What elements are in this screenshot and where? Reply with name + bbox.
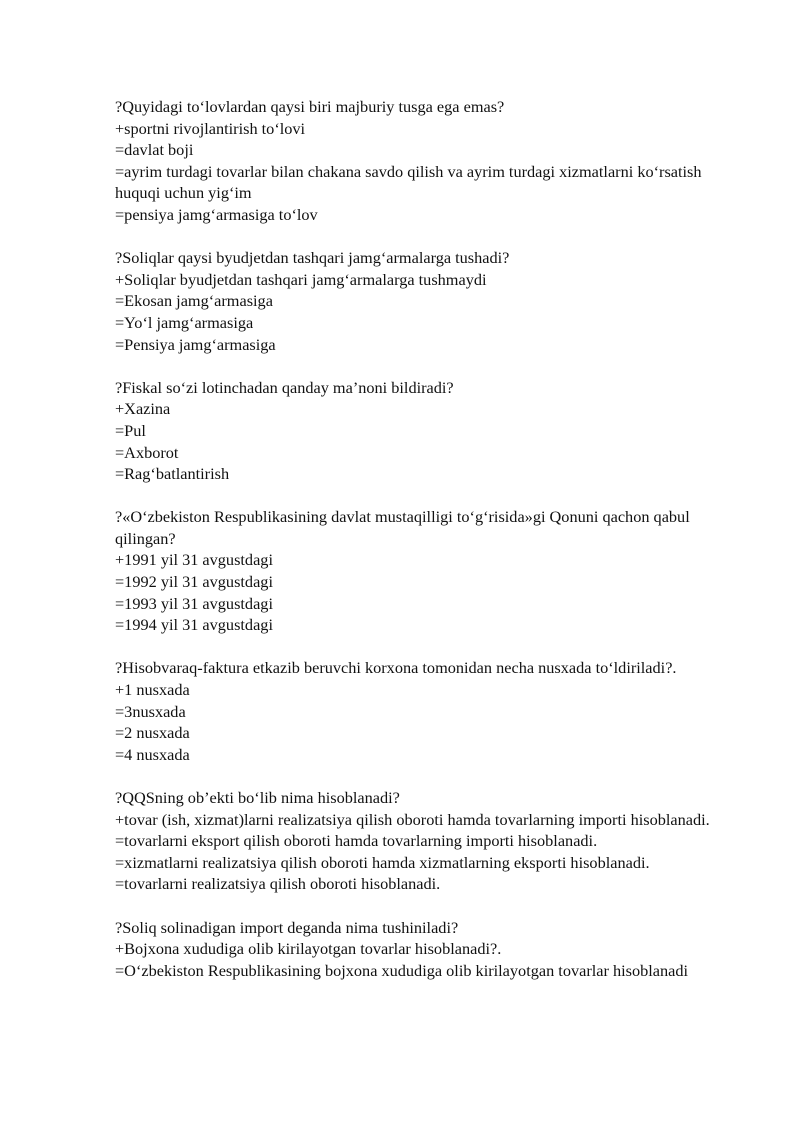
answer-option: =xizmatlarni realizatsiya qilish oboroti hamda xizmatlarning eksporti hisoblanadi. bbox=[115, 852, 650, 872]
answer-option: +Xazina bbox=[115, 399, 171, 419]
question-text: ?Soliqlar qaysi byudjetdan tashqari jamg‘armalarga tushadi? bbox=[115, 248, 510, 268]
document-page bbox=[115, 96, 745, 1003]
answer-option: +sportni rivojlantirish to‘lovi bbox=[115, 118, 306, 138]
answer-option: +1 nusxada bbox=[115, 680, 190, 700]
answer-option: =1993 yil 31 avgustdagi bbox=[115, 593, 273, 613]
answer-option: =Pul bbox=[115, 420, 146, 440]
answer-option: =Rag‘batlantirish bbox=[115, 464, 230, 484]
answer-option: =4 nusxada bbox=[115, 744, 190, 764]
question-block bbox=[115, 377, 745, 485]
question-block bbox=[115, 247, 745, 355]
answer-option: =tovarlarni realizatsiya qilish oboroti hisoblanadi. bbox=[115, 874, 441, 894]
question-block bbox=[115, 96, 745, 226]
question-block bbox=[115, 506, 745, 636]
answer-option: +1991 yil 31 avgustdagi bbox=[115, 550, 273, 570]
question-block bbox=[115, 657, 745, 765]
answer-option: =pensiya jamg‘armasiga to‘lov bbox=[115, 204, 318, 224]
question-block bbox=[115, 787, 745, 895]
question-text: ?Fiskal so‘zi lotinchadan qanday ma’noni bildiradi? bbox=[115, 377, 454, 397]
answer-option: =1994 yil 31 avgustdagi bbox=[115, 615, 273, 635]
answer-option: =1992 yil 31 avgustdagi bbox=[115, 572, 273, 592]
answer-option: =Ekosan jamg‘armasiga bbox=[115, 291, 273, 311]
answer-option: =Yo‘l jamg‘armasiga bbox=[115, 312, 254, 332]
answer-option: +Soliqlar byudjetdan tashqari jamg‘armalarga tushmaydi bbox=[115, 269, 487, 289]
question-text: ?«O‘zbekiston Respublikasining davlat mustaqilligi to‘g‘risida»gi Qonuni qachon qabul qilingan? bbox=[115, 507, 690, 548]
question-text: ?Quyidagi to‘lovlardan qaysi biri majburiy tusga ega emas? bbox=[115, 97, 505, 116]
question-text: ?Soliq solinadigan import deganda nima tushiniladi? bbox=[115, 917, 459, 937]
answer-option: =tovarlarni eksport qilish oboroti hamda tovarlarning importi hisoblanadi. bbox=[115, 831, 598, 851]
answer-option: =3nusxada bbox=[115, 701, 186, 721]
answer-option: =davlat boji bbox=[115, 140, 194, 160]
answer-option: +Bojxona xududiga olib kirilayotgan tovarlar hisoblanadi?. bbox=[115, 939, 502, 959]
answer-option: =ayrim turdagi tovarlar bilan chakana savdo qilish va ayrim turdagi xizmatlarni ko‘rsatish huquqi uchun yig‘im bbox=[115, 161, 702, 203]
answer-option: =2 nusxada bbox=[115, 723, 190, 743]
answer-option: =Axborot bbox=[115, 442, 179, 462]
question-text: ?Hisobvaraq-faktura etkazib beruvchi korxona tomonidan necha nusxada to‘ldiriladi?. bbox=[115, 658, 677, 678]
question-text: ?QQSning ob’ekti bo‘lib nima hisoblanadi? bbox=[115, 788, 400, 807]
question-block bbox=[115, 917, 745, 982]
answer-option: +tovar (ish, xizmat)larni realizatsiya qilish oboroti hamda tovarlarning importi hisoblanadi. bbox=[115, 809, 710, 829]
answer-option: =Pensiya jamg‘armasiga bbox=[115, 334, 276, 354]
answer-option: =O‘zbekiston Respublikasining bojxona xududiga olib kirilayotgan tovarlar hisoblanadi bbox=[115, 960, 689, 980]
